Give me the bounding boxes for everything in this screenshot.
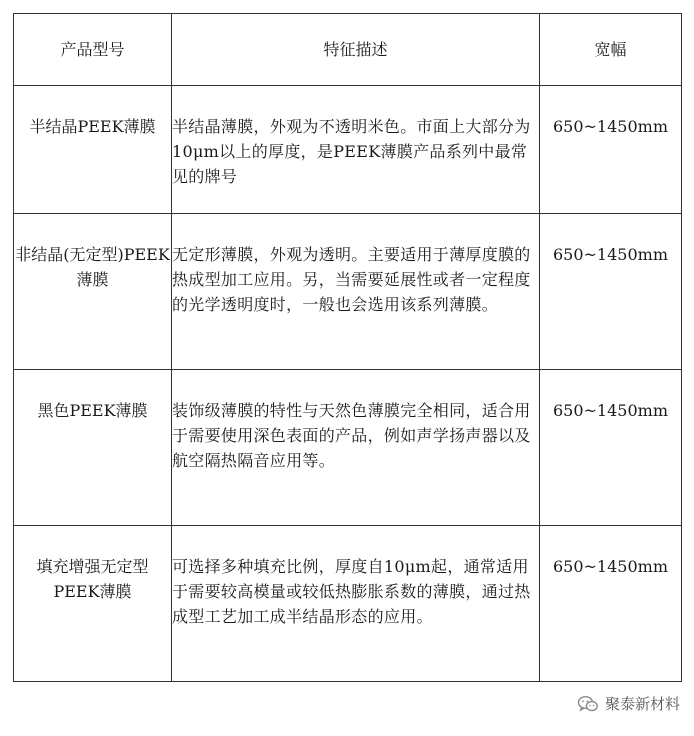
cell-width: 650~1450mm [540,526,682,682]
cell-model: 填充增强无定型PEEK薄膜 [14,526,172,682]
cell-width: 650~1450mm [540,86,682,214]
cell-model: 非结晶(无定型)PEEK薄膜 [14,214,172,370]
cell-features: 半结晶薄膜，外观为不透明米色。市面上大部分为10μm以上的厚度，是PEEK薄膜产品系列中最常见的牌号 [172,86,540,214]
product-spec-table [13,13,682,682]
table-header-row [14,14,682,86]
header-width: 宽幅 [540,14,682,86]
cell-features: 无定形薄膜，外观为透明。主要适用于薄厚度膜的热成型加工应用。另，当需要延展性或者一定程度的光学透明度时，一般也会选用该系列薄膜。 [172,214,540,370]
cell-width: 650~1450mm [540,214,682,370]
header-features: 特征描述 [172,14,540,86]
cell-width: 650~1450mm [540,370,682,526]
cell-features: 可选择多种填充比例，厚度自10μm起，通常适用于需要较高模量或较低热膨胀系数的薄膜，通过热成型工艺加工成半结晶形态的应用。 [172,526,540,682]
table-row [14,214,682,370]
header-model: 产品型号 [14,14,172,86]
table-row [14,86,682,214]
table-row [14,526,682,682]
watermark [577,693,680,714]
cell-model: 半结晶PEEK薄膜 [14,86,172,214]
watermark-text: 聚泰新材料 [604,695,680,713]
cell-features: 装饰级薄膜的特性与天然色薄膜完全相同，适合用于需要使用深色表面的产品，例如声学扬声器以及航空隔热隔音应用等。 [172,370,540,526]
table-row [14,370,682,526]
cell-model: 黑色PEEK薄膜 [14,370,172,526]
wechat-icon [577,695,599,713]
